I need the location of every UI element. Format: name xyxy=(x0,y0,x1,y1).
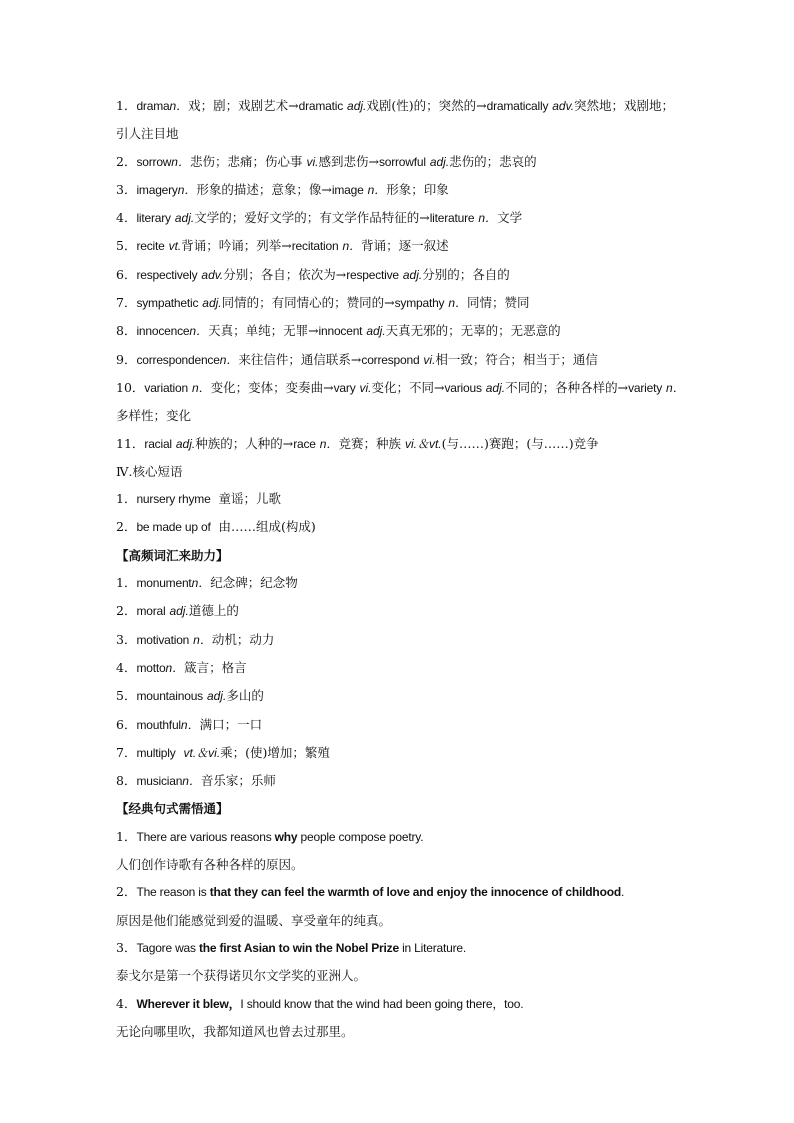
definition: 道德上的 xyxy=(188,603,239,619)
phrase-item xyxy=(116,513,686,541)
phrase: nursery rhyme xyxy=(136,492,211,507)
item-number: 4． xyxy=(116,995,137,1011)
derived-word: various xyxy=(444,380,482,395)
item-number: 7． xyxy=(116,744,137,760)
derived-word: race xyxy=(293,436,316,451)
definition: 变化；变体；变奏曲→ xyxy=(210,379,334,395)
headword: correspondence xyxy=(136,352,220,367)
headword: motto xyxy=(136,660,166,675)
definition: 天真；单纯；无罪→ xyxy=(208,323,319,339)
derived-word: respective xyxy=(346,267,399,282)
part-of-speech: adj. xyxy=(206,689,227,704)
headword: sorrow xyxy=(136,154,172,169)
example-sentence xyxy=(116,878,686,906)
definition: 不同的；各种各样的→ xyxy=(505,379,629,395)
part-of-speech: n． xyxy=(191,380,211,395)
derived-word: vary xyxy=(333,380,356,395)
item-number: 8． xyxy=(116,773,137,789)
definition: 多样性；变化 xyxy=(116,408,192,424)
headword: monument xyxy=(136,576,192,591)
definition: 背诵；吟诵；列举→ xyxy=(181,238,292,254)
vocab-item xyxy=(116,92,686,148)
sentence-text: I should know that the wind had been going there，too. xyxy=(240,996,524,1011)
sentence-text: There are various reasons xyxy=(136,829,275,844)
part-of-speech: n． xyxy=(478,211,498,226)
headword: literary xyxy=(136,211,171,226)
definition: 悲伤；悲痛；伤心事 xyxy=(189,153,303,169)
sentence-highlight: the first Asian to win the Nobel Prize xyxy=(198,940,399,955)
phrase: be made up of xyxy=(136,520,211,535)
vocab-item xyxy=(116,232,686,260)
headword: drama xyxy=(136,99,170,113)
part-of-speech: n． xyxy=(189,324,209,339)
definition: 分别的；各自的 xyxy=(422,266,510,282)
part-of-speech: n． xyxy=(191,576,211,591)
derived-word: innocent xyxy=(318,324,363,339)
example-sentence xyxy=(116,823,686,851)
section-heading-high-frequency: 【高频词汇来助力】 xyxy=(116,547,229,563)
derived-word: recitation xyxy=(291,239,339,254)
item-number: 4． xyxy=(116,210,137,226)
item-number: 5． xyxy=(116,238,137,254)
item-number: 1． xyxy=(116,575,137,591)
part-of-speech: vi.＆vt. xyxy=(404,436,442,451)
part-of-speech: adj. xyxy=(175,436,196,451)
part-of-speech: n． xyxy=(193,632,212,647)
example-sentence xyxy=(116,934,686,962)
headword: respectively xyxy=(136,267,198,282)
section-heading-phrases: Ⅳ.核心短语 xyxy=(116,463,183,479)
definition: 满口；一口 xyxy=(199,716,263,732)
vocab-item xyxy=(116,204,686,232)
definition: 感到悲伤→ xyxy=(318,153,379,169)
sentence-translation: 人们创作诗歌有各种各样的原因。 xyxy=(116,857,304,873)
item-number: 3． xyxy=(116,631,137,647)
item-number: 5． xyxy=(116,688,137,704)
part-of-speech: n． xyxy=(219,352,239,367)
freq-item xyxy=(116,711,686,739)
item-number: 6． xyxy=(116,716,137,732)
definition: 同情的；有同情心的；赞同的→ xyxy=(221,295,395,311)
freq-item xyxy=(116,654,686,682)
part-of-speech: vt.＆vi. xyxy=(183,745,221,760)
vocab-item xyxy=(116,261,686,289)
item-number: 1． xyxy=(116,491,137,507)
item-number: 2． xyxy=(116,884,137,900)
headword: multiply xyxy=(136,745,176,760)
derived-word: sorrowful xyxy=(378,154,426,169)
headword: variation xyxy=(144,380,188,395)
item-number: 1． xyxy=(116,828,137,844)
vocab-item xyxy=(116,148,686,176)
part-of-speech: adj. xyxy=(402,267,423,282)
sentence-text: The reason is xyxy=(136,885,210,900)
headword: musician xyxy=(136,774,183,789)
part-of-speech: vi. xyxy=(423,352,436,367)
definition: 同情；赞同 xyxy=(467,295,530,311)
definition: 突然地；戏剧地；引人注目地 xyxy=(116,98,675,142)
item-number: 6． xyxy=(116,266,137,282)
item-number: 9． xyxy=(116,351,137,367)
sentence-text: people compose poetry. xyxy=(297,829,424,844)
part-of-speech: vi. xyxy=(306,154,319,169)
definition: 纪念碑；纪念物 xyxy=(210,575,298,591)
item-number: 2． xyxy=(116,603,137,619)
freq-item xyxy=(116,597,686,625)
derived-word: dramatic xyxy=(298,99,344,113)
vocab-item xyxy=(116,317,686,345)
part-of-speech: vi. xyxy=(359,380,372,395)
vocab-item xyxy=(116,374,686,430)
item-number: 2． xyxy=(116,153,137,169)
item-number: 1． xyxy=(116,98,137,113)
derived-word: literature xyxy=(429,211,475,226)
part-of-speech: adj. xyxy=(366,324,386,339)
freq-item xyxy=(116,682,686,710)
item-number: 11． xyxy=(116,435,145,451)
headword: imagery xyxy=(136,182,178,197)
part-of-speech: n． xyxy=(319,436,339,451)
section-heading-sentences: 【经典句式需悟通】 xyxy=(116,801,229,817)
headword: mouthful xyxy=(136,717,181,732)
vocab-item xyxy=(116,176,686,204)
derived-word: sympathy xyxy=(394,296,445,311)
definition: 箴言；格言 xyxy=(184,659,247,675)
definition: 来往信件；通信联系→ xyxy=(238,351,362,367)
part-of-speech: n． xyxy=(180,717,200,732)
item-number: 2． xyxy=(116,519,137,535)
definition: 悲伤的；悲哀的 xyxy=(449,153,537,169)
document-page xyxy=(116,92,686,1045)
headword: racial xyxy=(144,436,172,451)
sentence-text: in Literature. xyxy=(398,940,466,955)
headword: recite xyxy=(136,239,165,254)
derived-word: dramatically xyxy=(486,99,549,113)
freq-item xyxy=(116,569,686,597)
part-of-speech: n． xyxy=(666,380,685,395)
part-of-speech: n． xyxy=(367,182,387,197)
phrase-meaning: 童谣；儿歌 xyxy=(218,491,282,507)
part-of-speech: adj. xyxy=(169,604,189,619)
item-number: 3． xyxy=(116,939,137,955)
part-of-speech: adv. xyxy=(552,99,575,113)
part-of-speech: n． xyxy=(169,99,189,113)
derived-word: variety xyxy=(628,380,663,395)
item-number: 10． xyxy=(116,379,145,395)
definition: (与……)赛跑；(与……)竞争 xyxy=(441,435,599,451)
sentence-highlight: that they can feel the warmth of love and enjoy the innocence of childhood xyxy=(209,885,621,900)
headword: moral xyxy=(136,604,166,619)
part-of-speech: adj. xyxy=(429,154,450,169)
freq-item xyxy=(116,739,686,767)
definition: 文学的；爱好文学的；有文学作品特征的→ xyxy=(194,210,430,226)
part-of-speech: adj. xyxy=(485,380,506,395)
part-of-speech: n． xyxy=(182,774,201,789)
definition: 多山的 xyxy=(226,688,264,704)
definition: 种族的；人种的→ xyxy=(195,435,294,451)
definition: 相一致；符合；相当于；通信 xyxy=(435,351,598,367)
item-number: 4． xyxy=(116,659,137,675)
freq-item xyxy=(116,767,686,795)
item-number: 8． xyxy=(116,323,137,339)
definition: 变化；不同→ xyxy=(371,379,445,395)
headword: motivation xyxy=(136,632,190,647)
sentence-text: . xyxy=(620,885,625,900)
part-of-speech: n． xyxy=(165,660,185,675)
sentence-translation: 原因是他们能感觉到爱的温暖、享受童年的纯真。 xyxy=(116,912,392,928)
sentence-highlight: why xyxy=(274,829,298,844)
definition: 音乐家；乐师 xyxy=(200,773,276,789)
definition: 背诵；逐一叙述 xyxy=(361,238,449,254)
part-of-speech: adj. xyxy=(174,211,195,226)
part-of-speech: n． xyxy=(448,296,468,311)
item-number: 7． xyxy=(116,295,137,311)
sentence-translation: 无论向哪里吹，我都知道风也曾去过那里。 xyxy=(116,1023,354,1039)
definition: 戏剧(性)的；突然的→ xyxy=(366,98,487,113)
part-of-speech: adj. xyxy=(202,296,222,311)
vocab-item xyxy=(116,289,686,317)
vocab-item xyxy=(116,346,686,374)
definition: 形象的描述；意象；像→ xyxy=(196,181,332,197)
definition: 天真无邪的；无辜的；无恶意的 xyxy=(385,323,561,339)
headword: mountainous xyxy=(136,689,203,704)
part-of-speech: vt. xyxy=(168,239,182,254)
part-of-speech: n． xyxy=(177,182,197,197)
definition: 乘；(使)增加；繁殖 xyxy=(220,744,330,760)
headword: sympathetic xyxy=(136,296,199,311)
derived-word: image xyxy=(331,182,364,197)
definition: 动机；动力 xyxy=(211,631,275,647)
part-of-speech: n． xyxy=(171,154,190,169)
part-of-speech: adj. xyxy=(347,99,367,113)
sentence-highlight: Wherever it blew， xyxy=(136,996,241,1011)
sentence-text: Tagore was xyxy=(136,940,199,955)
definition: 形象；印象 xyxy=(386,181,449,197)
item-number: 3． xyxy=(116,181,137,197)
part-of-speech: n． xyxy=(342,239,362,254)
definition: 文学 xyxy=(497,210,523,226)
vocab-item xyxy=(116,430,686,458)
definition: 分别；各自；依次为→ xyxy=(223,266,347,282)
phrase-meaning: 由……组成(构成) xyxy=(218,519,316,535)
derived-word: correspond xyxy=(361,352,420,367)
sentence-translation: 泰戈尔是第一个获得诺贝尔文学奖的亚洲人。 xyxy=(116,968,367,984)
example-sentence xyxy=(116,990,686,1018)
part-of-speech: adv. xyxy=(201,267,224,282)
headword: innocence xyxy=(136,324,190,339)
freq-item xyxy=(116,626,686,654)
phrase-item xyxy=(116,485,686,513)
definition: 戏；剧；戏剧艺术→ xyxy=(188,98,299,113)
definition: 竞赛；种族 xyxy=(338,435,401,451)
